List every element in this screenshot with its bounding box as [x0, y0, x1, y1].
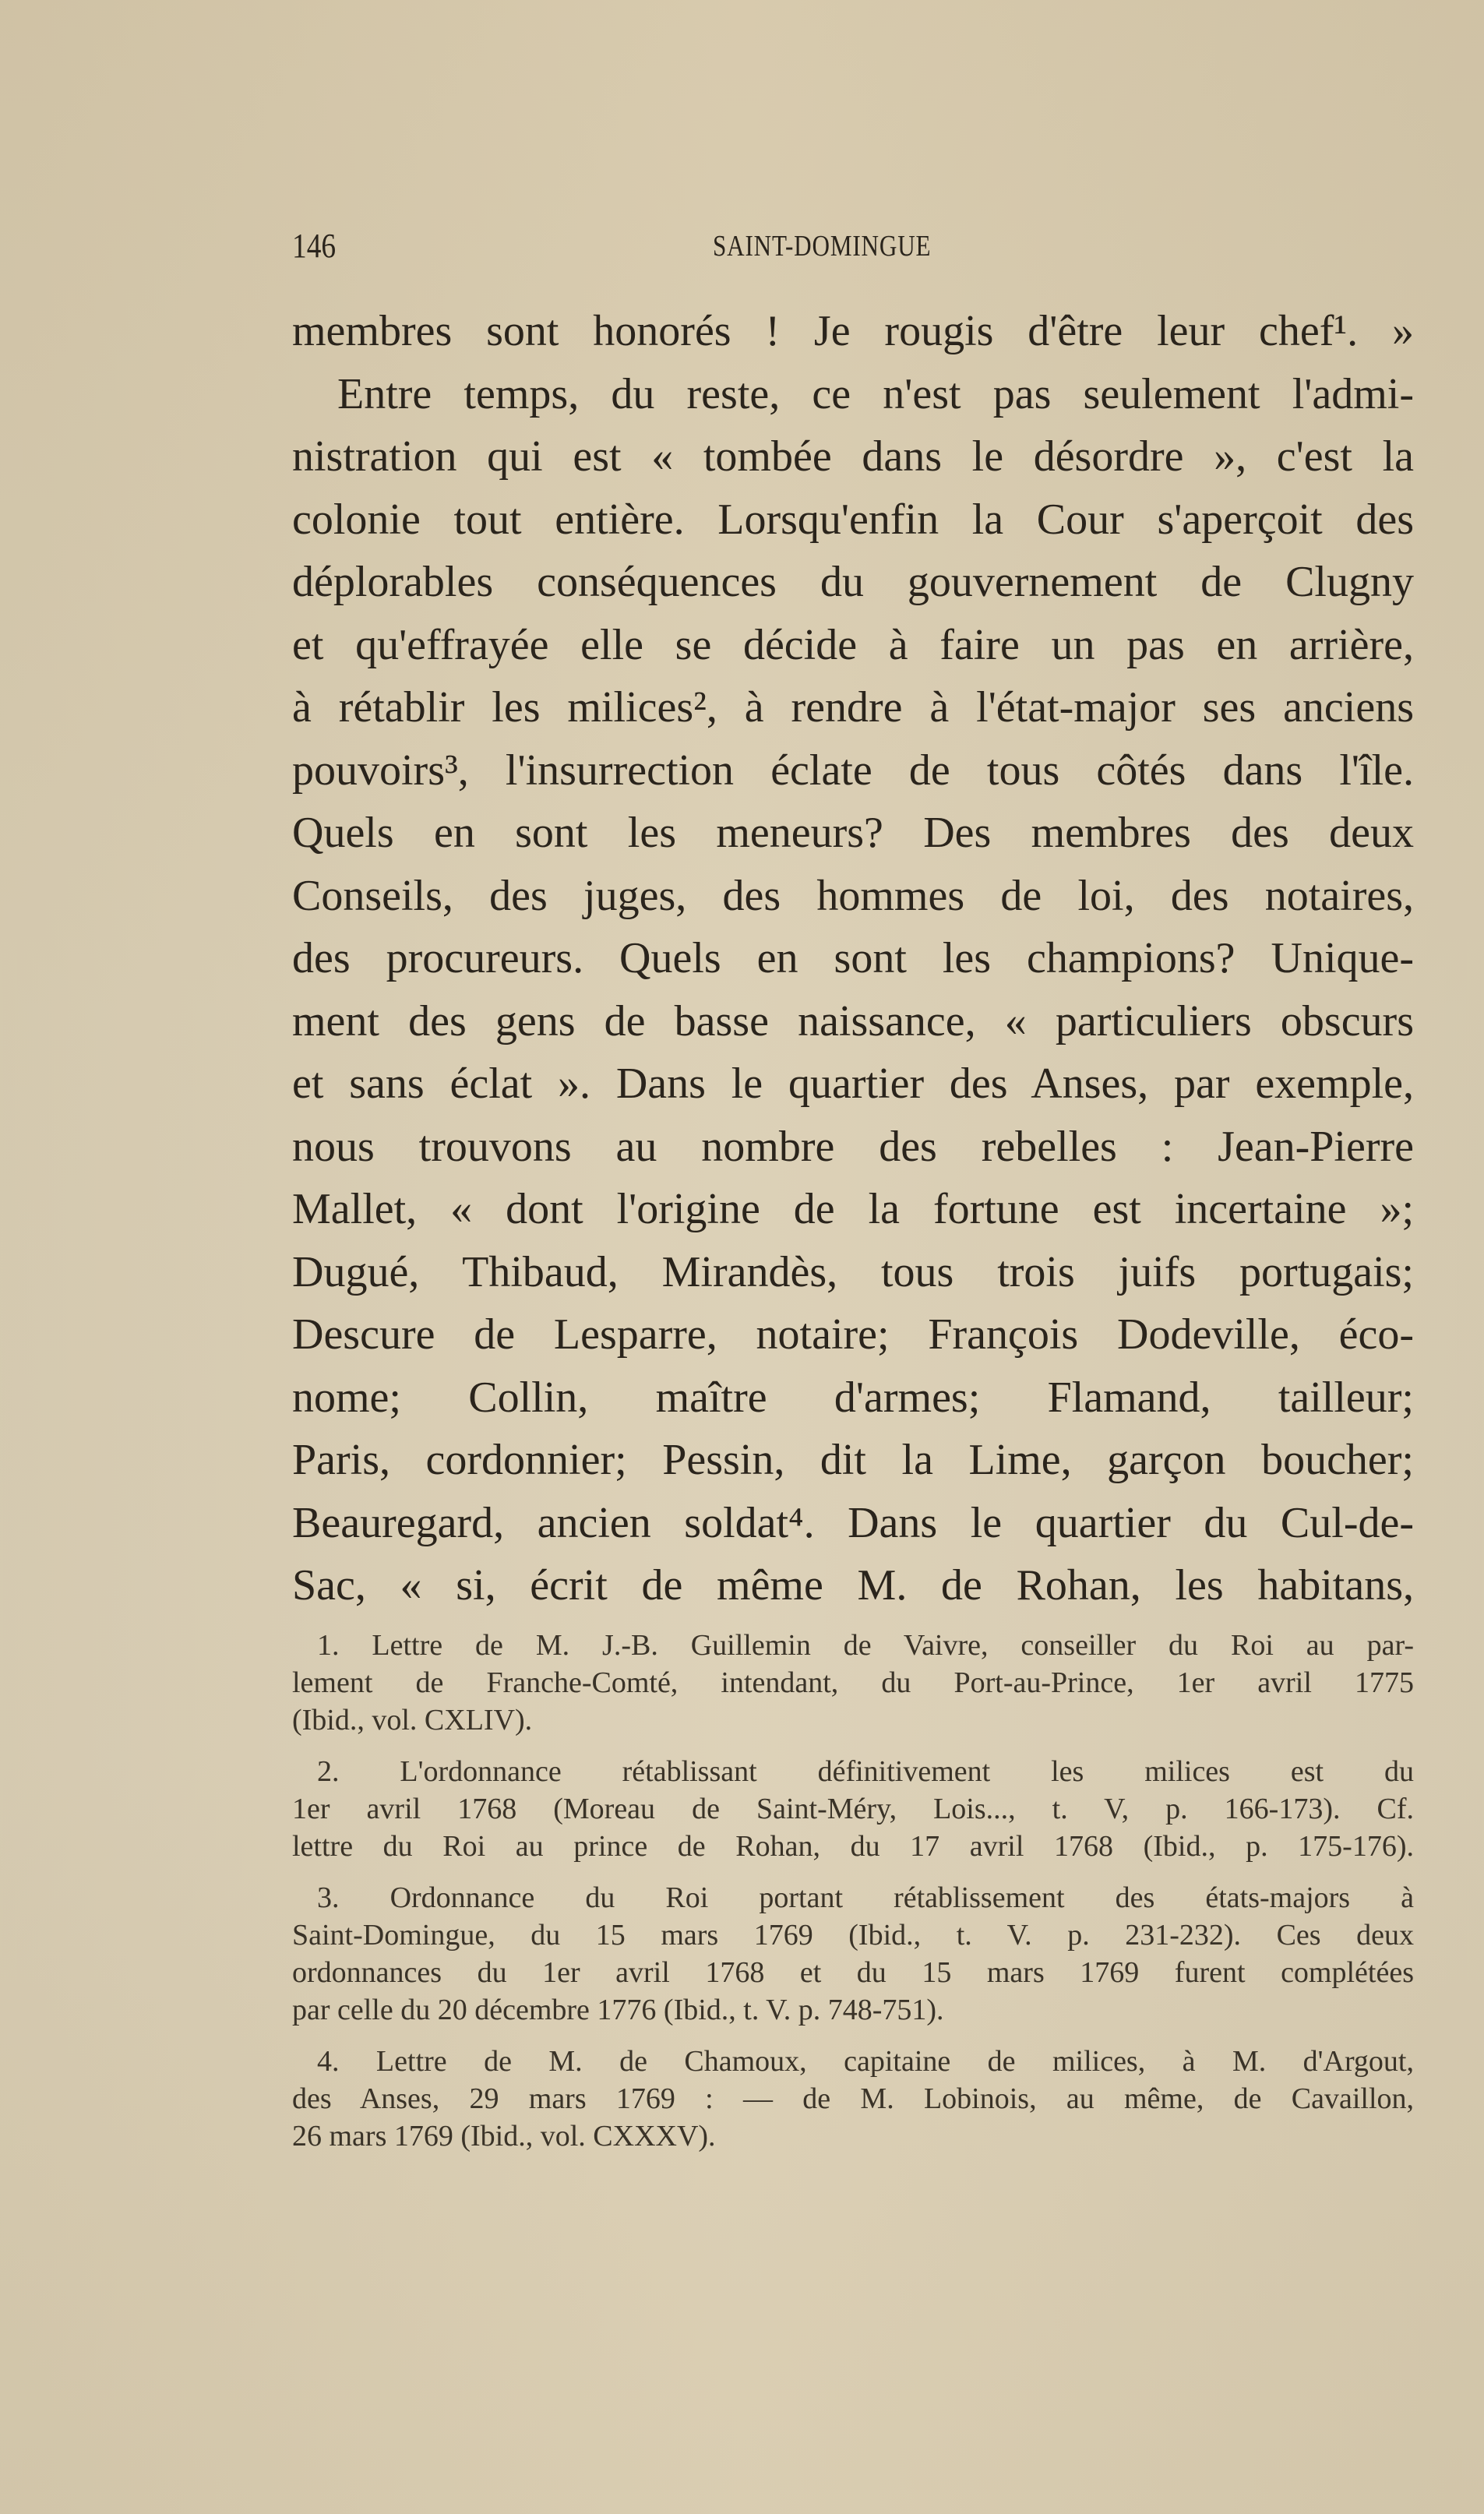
body-line: Descure de Lesparre, notaire; François Dodeville, éco-: [292, 1310, 1414, 1359]
body-line: Sac, « si, écrit de même M. de Rohan, les habitans,: [292, 1561, 1414, 1610]
footnote-line: 1er avril 1768 (Moreau de Saint-Méry, Lois..., t. V, p. 166-173). Cf.: [292, 1793, 1414, 1825]
footnote-line: ordonnances du 1er avril 1768 et du 15 mars 1769 furent complétées: [292, 1956, 1414, 1989]
footnote-line: des Anses, 29 mars 1769 : — de M. Lobinois, au même, de Cavaillon,: [292, 2082, 1414, 2115]
footnote-line: Saint-Domingue, du 15 mars 1769 (Ibid., t. V. p. 231-232). Ces deux: [292, 1919, 1414, 1952]
body-line: Beauregard, ancien soldat⁴. Dans le quartier du Cul-de-: [292, 1498, 1414, 1547]
running-head: [292, 226, 1414, 265]
body-line: déplorables conséquences du gouvernement de Clugny: [292, 558, 1414, 606]
body-line: nome; Collin, maître d'armes; Flamand, tailleur;: [292, 1373, 1414, 1422]
body-line: Paris, cordonnier; Pessin, dit la Lime, garçon boucher;: [292, 1436, 1414, 1484]
body-line: Dugué, Thibaud, Mirandès, tous trois juifs portugais;: [292, 1247, 1414, 1296]
body-line: Quels en sont les meneurs? Des membres des deux: [292, 809, 1414, 857]
body-line: nistration qui est « tombée dans le désordre », c'est la: [292, 432, 1414, 481]
footnote-3: [292, 1879, 1414, 2029]
footnote-line: (Ibid., vol. CXLIV).: [292, 1704, 533, 1737]
body-line: et qu'effrayée elle se décide à faire un pas en arrière,: [292, 620, 1414, 669]
body-line: Mallet, « dont l'origine de la fortune est incertaine »;: [292, 1185, 1414, 1233]
footnotes: [292, 1627, 1414, 2169]
footnote-line: 26 mars 1769 (Ibid., vol. CXXXV).: [292, 2120, 716, 2153]
footnote-line: 2. L'ordonnance rétablissant définitivement les milices est du: [317, 1755, 1414, 1788]
body-line: membres sont honorés ! Je rougis d'être leur chef¹. »: [292, 307, 1414, 355]
running-title: SAINT-DOMINGUE: [713, 230, 932, 263]
footnote-1: [292, 1627, 1414, 1739]
footnote-4: [292, 2043, 1414, 2155]
footnote-line: 4. Lettre de M. de Chamoux, capitaine de milices, à M. d'Argout,: [317, 2045, 1414, 2078]
footnote-2: [292, 1753, 1414, 1865]
footnote-line: par celle du 20 décembre 1776 (Ibid., t. V. p. 748-751).: [292, 1994, 944, 2026]
page-number: 146: [292, 227, 337, 265]
body-line: à rétablir les milices², à rendre à l'état-major ses anciens: [292, 683, 1414, 732]
footnote-line: lettre du Roi au prince de Rohan, du 17 avril 1768 (Ibid., p. 175-176).: [292, 1830, 1414, 1863]
footnote-line: 1. Lettre de M. J.-B. Guillemin de Vaivre, conseiller du Roi au par-: [317, 1629, 1414, 1662]
body-line: colonie tout entière. Lorsqu'enfin la Cour s'aperçoit des: [292, 495, 1414, 544]
body-line: pouvoirs³, l'insurrection éclate de tous côtés dans l'île.: [292, 746, 1414, 795]
body-text: [292, 300, 1414, 1617]
footnote-line: lement de Franche-Comté, intendant, du Port-au-Prince, 1er avril 1775: [292, 1666, 1414, 1699]
body-line: Conseils, des juges, des hommes de loi, des notaires,: [292, 871, 1414, 920]
footnote-line: 3. Ordonnance du Roi portant rétablissement des états-majors à: [317, 1881, 1414, 1914]
body-line: ment des gens de basse naissance, « particuliers obscurs: [292, 996, 1414, 1045]
body-line-paragraph-start: Entre temps, du reste, ce n'est pas seulement l'admi-: [337, 369, 1414, 418]
body-line: des procureurs. Quels en sont les champions? Unique-: [292, 934, 1414, 982]
body-line: nous trouvons au nombre des rebelles : Jean-Pierre: [292, 1122, 1414, 1171]
body-line: et sans éclat ». Dans le quartier des Anses, par exemple,: [292, 1060, 1414, 1108]
